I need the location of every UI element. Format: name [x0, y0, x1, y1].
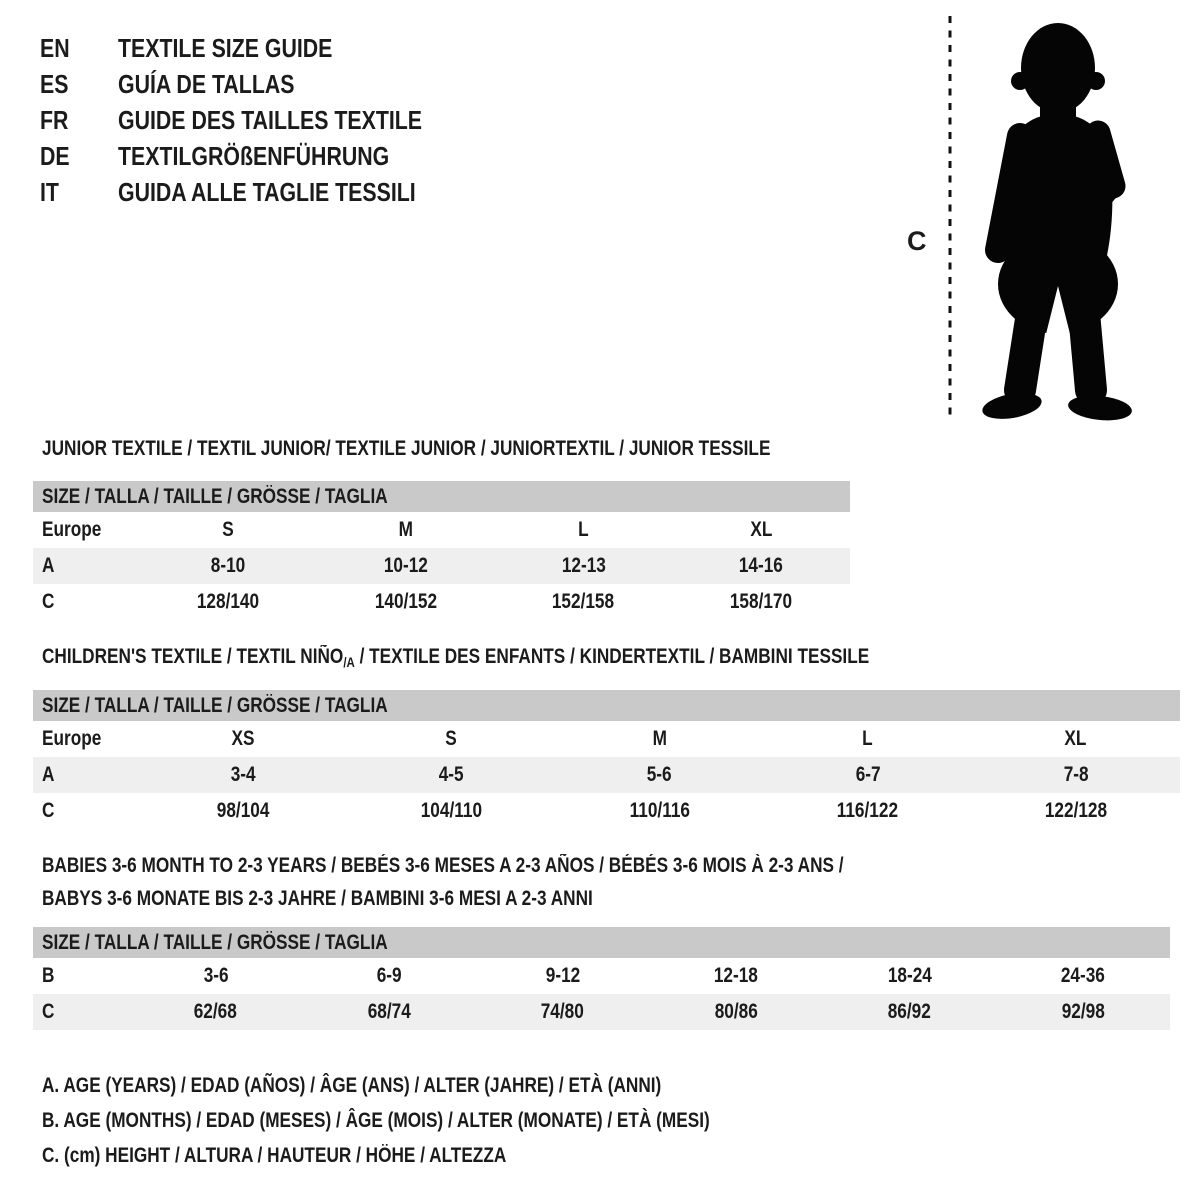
- size-header-bar: [33, 481, 850, 512]
- babies-section-title-line1: BABIES 3-6 MONTH TO 2-3 YEARS / BEBÉS 3-6 MESES A 2-3 AÑOS / BÉBÉS 3-6 MOIS À 2-3 ANS /: [42, 854, 844, 877]
- table-cell: 9-12: [545, 964, 580, 987]
- language-code: IT: [40, 176, 59, 207]
- language-row: [40, 102, 489, 138]
- table-cell: S: [222, 518, 234, 541]
- nino-a-subscript: /A: [343, 654, 355, 670]
- language-title: GUIDE DES TAILLES TEXTILE: [118, 104, 423, 135]
- babies-section-title-line2: BABYS 3-6 MONATE BIS 2-3 JAHRE / BAMBINI 3-6 MESI A 2-3 ANNI: [42, 887, 593, 910]
- language-title-list: [40, 30, 489, 210]
- height-measure-label: C: [907, 226, 927, 256]
- table-cell: 152/158: [552, 590, 615, 613]
- babies-size-table: [33, 927, 1170, 1030]
- language-code: DE: [40, 140, 70, 171]
- table-row: [33, 548, 850, 584]
- table-cell: 158/170: [729, 590, 793, 613]
- table-cell: 122/128: [1044, 799, 1108, 822]
- table-cell: 98/104: [216, 799, 270, 822]
- row-label: C: [42, 590, 55, 613]
- table-cell: 86/92: [888, 1000, 932, 1023]
- children-size-table: [33, 690, 1180, 829]
- table-cell: XL: [750, 518, 773, 541]
- table-cell: 62/68: [194, 1000, 238, 1023]
- size-header-label: SIZE / TALLA / TAILLE / GRÖSSE / TAGLIA: [42, 693, 388, 717]
- size-header-bar: [33, 927, 1170, 958]
- table-row: [33, 958, 1170, 994]
- legend-line-a: A. AGE (YEARS) / EDAD (AÑOS) / ÂGE (ANS) / ALTER (JAHRE) / ETÀ (ANNI): [42, 1074, 662, 1097]
- table-cell: 128/140: [196, 590, 259, 613]
- legend-line-b: B. AGE (MONTHS) / EDAD (MESES) / ÂGE (MOIS) / ALTER (MONATE) / ETÀ (MESI): [42, 1109, 710, 1132]
- table-cell: 8-10: [210, 554, 246, 577]
- table-row: [33, 757, 1180, 793]
- table-row: [33, 721, 1180, 757]
- language-code: ES: [40, 68, 69, 99]
- table-cell: S: [445, 727, 458, 750]
- table-cell: M: [398, 518, 413, 541]
- table-cell: L: [862, 727, 873, 750]
- size-header-label: SIZE / TALLA / TAILLE / GRÖSSE / TAGLIA: [42, 930, 388, 954]
- language-title: GUIDA ALLE TAGLIE TESSILI: [118, 176, 416, 207]
- row-label: A: [42, 763, 55, 786]
- legend-line-c: C. (cm) HEIGHT / ALTURA / HAUTEUR / HÖHE / ALTEZZA: [42, 1144, 507, 1167]
- table-cell: 80/86: [714, 1000, 758, 1023]
- size-header-label: SIZE / TALLA / TAILLE / GRÖSSE / TAGLIA: [42, 484, 388, 508]
- table-cell: M: [652, 727, 667, 750]
- junior-section-title: [42, 437, 930, 461]
- language-row: [40, 174, 489, 210]
- language-row: [40, 30, 489, 66]
- junior-size-table: [33, 481, 850, 620]
- language-code: EN: [40, 32, 70, 63]
- row-label: C: [42, 799, 55, 822]
- table-cell: XS: [231, 727, 255, 750]
- row-label: Europe: [42, 727, 102, 750]
- row-label: A: [42, 554, 55, 577]
- table-cell: L: [578, 518, 589, 541]
- children-section-title: [42, 645, 1051, 670]
- table-cell: 68/74: [367, 1000, 411, 1023]
- language-title: TEXTILGRÖßENFÜHRUNG: [118, 140, 390, 171]
- size-figure: [895, 10, 1190, 430]
- children-section-title-text: CHILDREN'S TEXTILE / TEXTIL NIÑO/A / TEXTILE DES ENFANTS / KINDERTEXTIL / BAMBINI TESSILE: [42, 645, 870, 670]
- size-header-bar: [33, 690, 1180, 721]
- table-cell: 18-24: [887, 964, 932, 987]
- toddler-silhouette-icon: [980, 23, 1133, 423]
- table-cell: 6-9: [376, 964, 402, 987]
- table-cell: 12-13: [561, 554, 606, 577]
- table-row: [33, 584, 850, 620]
- table-cell: 3-6: [203, 964, 229, 987]
- table-cell: 74/80: [541, 1000, 585, 1023]
- table-row: [33, 512, 850, 548]
- language-title: TEXTILE SIZE GUIDE: [118, 32, 333, 63]
- table-cell: 24-36: [1061, 964, 1106, 987]
- language-code: FR: [40, 104, 69, 135]
- language-row: [40, 138, 489, 174]
- table-cell: 140/152: [374, 590, 437, 613]
- table-cell: 14-16: [739, 554, 784, 577]
- table-cell: 12-18: [714, 964, 759, 987]
- table-cell: 6-7: [855, 763, 881, 786]
- language-row: [40, 66, 489, 102]
- table-cell: 7-8: [1063, 763, 1089, 786]
- junior-section-title-text: JUNIOR TEXTILE / TEXTIL JUNIOR/ TEXTILE JUNIOR / JUNIORTEXTIL / JUNIOR TESSILE: [42, 437, 771, 460]
- row-label: B: [42, 964, 55, 987]
- row-label: C: [42, 1000, 55, 1023]
- table-cell: 104/110: [420, 799, 482, 822]
- babies-section-title: [42, 849, 1020, 915]
- table-cell: XL: [1064, 727, 1087, 750]
- table-cell: 110/116: [629, 799, 690, 822]
- language-title: GUÍA DE TALLAS: [118, 68, 295, 99]
- row-label: Europe: [42, 518, 102, 541]
- table-cell: 5-6: [647, 763, 672, 786]
- legend: [42, 1068, 856, 1173]
- table-cell: 92/98: [1061, 1000, 1105, 1023]
- table-cell: 10-12: [383, 554, 428, 577]
- table-cell: 3-4: [230, 763, 256, 786]
- table-cell: 116/122: [837, 799, 899, 822]
- table-row: [33, 994, 1170, 1030]
- table-row: [33, 793, 1180, 829]
- table-cell: 4-5: [438, 763, 464, 786]
